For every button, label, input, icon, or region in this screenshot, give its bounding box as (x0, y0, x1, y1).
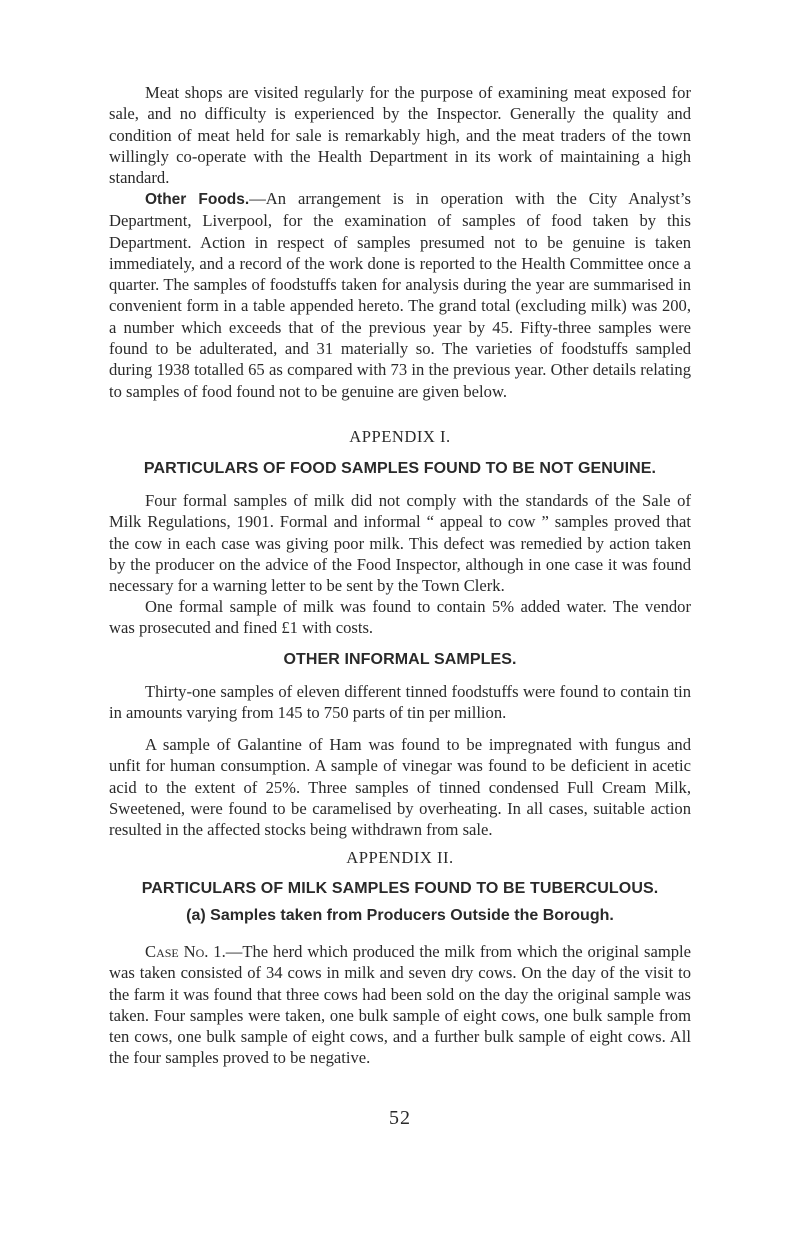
case-label: Case No. 1. (145, 942, 226, 961)
appendix-2-title: APPENDIX II. (346, 848, 454, 867)
appendix-2-heading: PARTICULARS OF MILK SAMPLES FOUND TO BE TUBERCULOUS. (141, 880, 659, 897)
paragraph-meat-shops (109, 82, 691, 188)
appendix-1-heading: PARTICULARS OF FOOD SAMPLES FOUND TO BE NOT GENUINE. (143, 460, 657, 477)
paragraph-text: —An arrangement is in operation with the City Analyst’s Department, Liverpool, for the examination of samples of food taken by this Department. Action in respect of samples presumed not to be genuine is taken immediately, and a record of the work done is reported to the Health Committee once a quarter. The samples of foodstuffs taken for analysis during the year are summarised in convenient form in a table appended hereto. The grand total (excluding milk) was 200, a number which exceeds that of the previous year by 45. Fifty-three samples were found to be adulterated, and 31 materially so. The varieties of foodstuffs sampled during 1938 totalled 65 as compared with 73 in the previous year. Other details relating to samples of food found not to be genuine are given below. (109, 189, 691, 401)
paragraph-galantine (109, 734, 691, 840)
page-number: 52 (389, 1107, 411, 1129)
run-in-heading: Other Foods. (145, 191, 250, 208)
paragraph-other-foods (109, 188, 691, 402)
paragraph-milk-samples (109, 490, 691, 596)
paragraph-case-1 (109, 941, 691, 1069)
appendix-2-subheading: (a) Samples taken from Producers Outside the Borough. (186, 907, 614, 924)
paragraph-text: One formal sample of milk was found to contain 5% added water. The vendor was prosecuted and fined £1 with costs. (109, 597, 691, 638)
appendix-1-title: APPENDIX I. (349, 427, 451, 446)
paragraph-text: Thirty-one samples of eleven different tinned foodstuffs were found to contain tin in amounts varying from 145 to 750 parts of tin per million. (109, 682, 691, 723)
paragraph-tinned-foods (109, 681, 691, 724)
paragraph-text: A sample of Galantine of Ham was found to be impregnated with fungus and unfit for human consumption. A sample of vinegar was found to be deficient in acetic acid to the extent of 25%. Three samples of tinned condensed Full Cream Milk, Sweetened, were found to be caramelised by overheating. In all cases, suitable action resulted in the affected stocks being withdrawn from sale. (109, 735, 691, 840)
informal-samples-heading: OTHER INFORMAL SAMPLES. (283, 651, 517, 668)
paragraph-text: —The herd which produced the milk from which the original sample was taken consisted of 34 cows in milk and seven dry cows. On the day of the visit to the farm it was found that three cows had been sold on the day the original sample was taken. Four samples were taken, one bulk sample of eight cows, one bulk sample from ten cows, one bulk sample of eight cows, and a further bulk sample of eight cows. All the four samples proved to be negative. (109, 942, 692, 1068)
paragraph-text: Four formal samples of milk did not comply with the standards of the Sale of Milk Regulations, 1901. Formal and informal “ appeal to cow ” samples proved that the cow in each case was giving poor milk. This defect was remedied by action taken by the producer on the advice of the Food Inspector, although in one case it was found necessary for a warning letter to be sent by the Town Clerk. (109, 491, 691, 596)
paragraph-text: Meat shops are visited regularly for the purpose of examining meat exposed for sale, and no difficulty is experienced by the Inspector. Generally the quality and condition of meat held for sale is remarkably high, and the meat traders of the town willingly co-operate with the Health Department in its work of maintaining a high standard. (109, 83, 691, 188)
paragraph-added-water (109, 596, 691, 639)
